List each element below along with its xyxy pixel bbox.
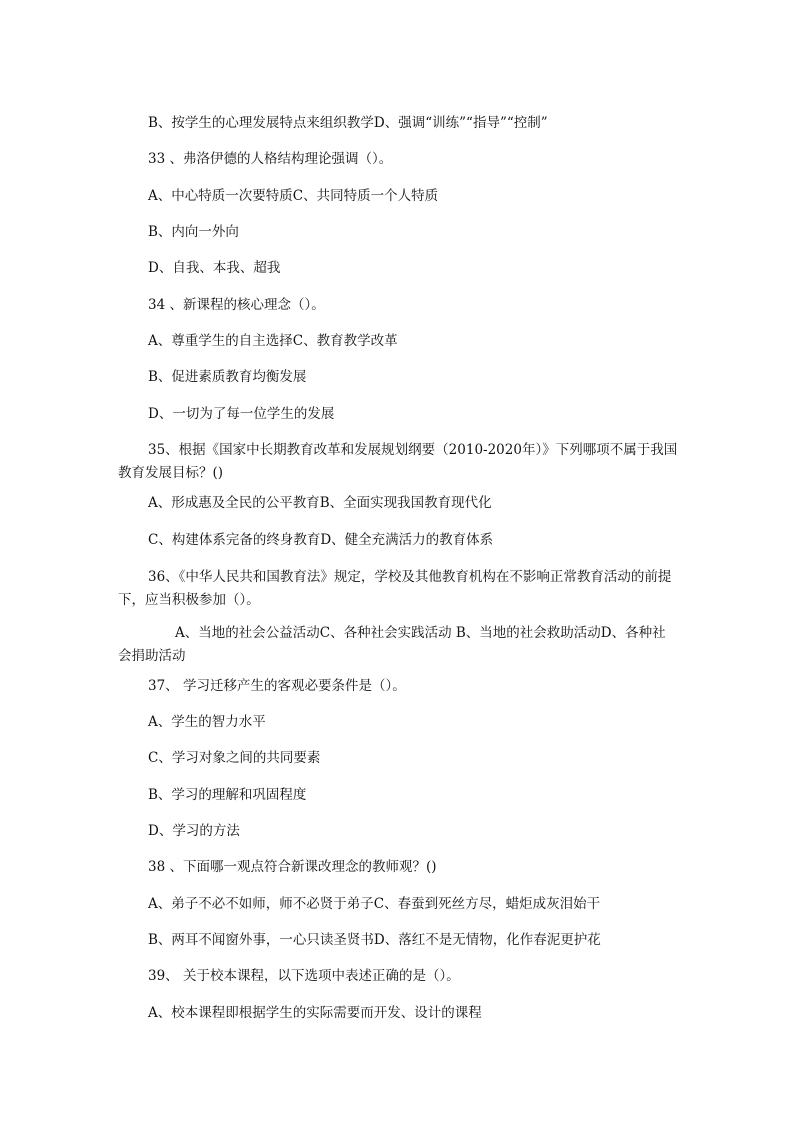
question-37: 37、 学习迁移产生的客观必要条件是（）。 [148, 678, 406, 694]
option-line: B、两耳不闻窗外事，一心只读圣贤书D、落红不是无情物，化作春泥更护花 [148, 932, 601, 948]
question-33: 33 、弗洛伊德的人格结构理论强调（）。 [148, 151, 393, 167]
option-line: A、学生的智力水平 [148, 714, 266, 730]
option-line: B、按学生的心理发展特点来组织教学D、强调“训练”“指导”“控制” [148, 115, 548, 131]
option-line: C、学习对象之间的共同要素 [148, 750, 321, 766]
question-34: 34 、新课程的核心理念（）。 [148, 297, 325, 313]
question-38: 38 、下面哪一观点符合新课改理念的教师观？() [148, 859, 437, 875]
question-35: 35、根据《国家中长期教育改革和发展规划纲要（2010-2020年）》下列哪项不属于我国教育发展目标？() [118, 442, 678, 481]
option-line: B、学习的理解和巩固程度 [148, 787, 307, 803]
option-line: A、中心特质一次要特质C、共同特质一个人特质 [148, 188, 439, 204]
option-line: D、学习的方法 [148, 823, 240, 839]
option-line: D、自我、本我、超我 [148, 260, 281, 276]
option-line: A、校本课程即根据学生的实际需要而开发、设计的课程 [148, 1005, 482, 1021]
option-line: D、一切为了每一位学生的发展 [148, 406, 335, 422]
option-line: C、构建体系完备的终身教育D、健全充满活力的教育体系 [148, 532, 494, 548]
option-line: B、促进素质教育均衡发展 [148, 369, 307, 385]
option-line: A、形成惠及全民的公平教育B、全面实现我国教育现代化 [148, 495, 492, 511]
option-line: A、尊重学生的自主选择C、教育教学改革 [148, 333, 398, 349]
question-36: 36、《中华人民共和国教育法》规定，学校及其他教育机构在不影响正常教育活动的前提下，应当积极参加（）。 [118, 569, 672, 608]
option-line: A、弟子不必不如师，师不必贤于弟子C、春蚕到死丝方尽，蜡炬成灰泪始干 [148, 896, 601, 912]
question-39: 39、 关于校本课程，以下选项中表述正确的是（）。 [148, 968, 460, 984]
option-line: A、当地的社会公益活动C、各种社会实践活动 B、当地的社会救助活动D、各种社会捐助活动 [118, 625, 666, 664]
option-line: B、内向一外向 [148, 224, 239, 240]
